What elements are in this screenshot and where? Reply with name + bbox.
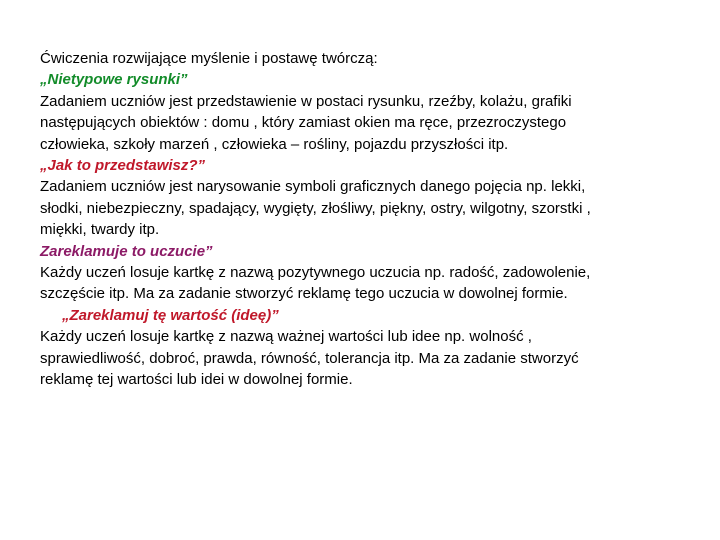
- section-4-line-2: sprawiedliwość, dobroć, prawda, równość, tolerancja itp. Ma za zadanie stworzyć: [40, 349, 579, 367]
- section-1-line-2: następujących obiektów : domu , który zamiast okien ma ręce, przezroczystego: [40, 114, 567, 132]
- section-1-line-1: Zadaniem uczniów jest przedstawienie w postaci rysunku, rzeźby, kolażu, grafiki: [40, 92, 572, 110]
- section-4-line-3: reklamę tej wartości lub idei w dowolnej formie.: [40, 371, 353, 389]
- section-2-line-3: miękki, twardy itp.: [40, 221, 160, 239]
- page-heading: Ćwiczenia rozwijające myślenie i postawę twórczą:: [40, 50, 378, 67]
- section-title-zareklamuje-uczucie: Zareklamuje to uczucie”: [40, 242, 213, 260]
- section-2-line-1: Zadaniem uczniów jest narysowanie symboli graficznych danego pojęcia np. lekki,: [40, 178, 586, 196]
- section-title-zareklamuj-wartosc: „Zareklamuj tę wartość (ideę)”: [62, 306, 279, 324]
- section-3-line-2: szczęście itp. Ma za zadanie stworzyć reklamę tego uczucia w dowolnej formie.: [40, 285, 568, 303]
- section-title-nietypowe-rysunki: „Nietypowe rysunki”: [40, 71, 188, 89]
- section-title-jak-to-przedstawisz: „Jak to przedstawisz?”: [40, 157, 206, 175]
- slide-content: [40, 48, 680, 391]
- section-4-line-1: Każdy uczeń losuje kartkę z nazwą ważnej wartości lub idee np. wolność ,: [40, 328, 532, 346]
- section-1-line-3: człowieka, szkoły marzeń , człowieka – rośliny, pojazdu przyszłości itp.: [40, 135, 509, 153]
- section-3-line-1: Każdy uczeń losuje kartkę z nazwą pozytywnego uczucia np. radość, zadowolenie,: [40, 264, 591, 282]
- section-2-line-2: słodki, niebezpieczny, spadający, wygięty, złośliwy, piękny, ostry, wilgotny, szorstki ,: [40, 199, 591, 217]
